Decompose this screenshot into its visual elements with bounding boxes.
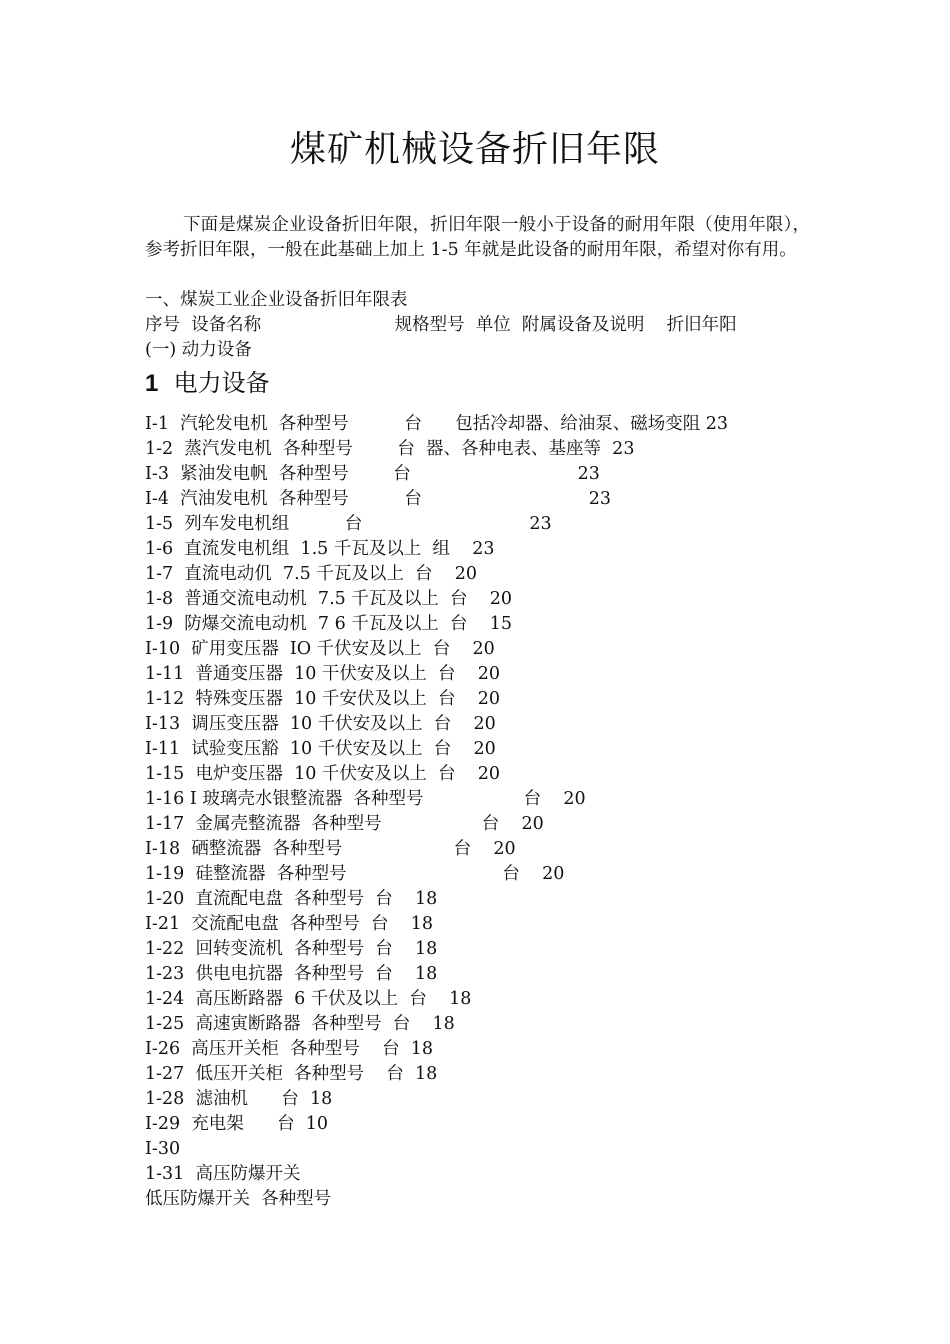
- table-row: I-13 调压变压器 10 千伏安及以上 台 20: [145, 714, 496, 734]
- table-row: I-11 试验变压豁 10 千伏安及以上 台 20: [145, 739, 496, 759]
- table-row: 1-12 特殊变压器 10 千安伏及以上 台 20: [145, 689, 501, 709]
- table-row: 1-16 I 玻璃壳水银整流器 各种型号 台 20: [145, 789, 586, 809]
- table-row: I-1 汽轮发电机 各种型号 台 包括冷却器、给油泵、磁场变阻 23: [145, 414, 729, 434]
- table-row: 1-28 滤油机 台 18: [145, 1089, 333, 1109]
- table-row: I-26 高压开关柜 各种型号 台 18: [145, 1039, 433, 1059]
- section-heading: [145, 367, 270, 400]
- table-row: 1-27 低压开关柜 各种型号 台 18: [145, 1064, 438, 1084]
- intro-paragraph: 下面是煤炭企业设备折旧年限，折旧年限一般小于设备的耐用年限（使用年限），参考折旧年限，一般在此基础上加上 1-5 年就是此设备的耐用年限，希望对你有用。: [145, 215, 810, 260]
- table-row: 1-22 回转变流机 各种型号 台 18: [145, 939, 438, 959]
- table-row: 1-5 列车发电机组 台 23: [145, 514, 552, 534]
- table-row: I-18 硒整流器 各种型号 台 20: [145, 839, 516, 859]
- table-row: 1-19 硅整流器 各种型号 台 20: [145, 864, 565, 884]
- section-number: 1: [145, 370, 159, 397]
- table-row: 1-7 直流电动仉 7.5 千瓦及以上 台 20: [145, 564, 477, 584]
- table-header: 序号 设备名称 规格型号 单位 附属设备及说明 折旧年阳: [145, 315, 737, 335]
- table-row: 1-25 高速寅断路器 各种型号 台 18: [145, 1014, 455, 1034]
- table-row: I-30: [145, 1139, 181, 1159]
- table-row: 1-11 普通变压器 10 干伏安及以上 台 20: [145, 664, 501, 684]
- table-row: 1-20 直流配电盘 各种型号 台 18: [145, 889, 438, 909]
- table-row: 1-9 防爆交流电动机 7 6 千瓦及以上 台 15: [145, 614, 512, 634]
- table-title: 一、煤炭工业企业设备折旧年限表: [145, 290, 408, 310]
- section-title: 电力设备: [173, 369, 270, 397]
- table-row: 1-6 直流发电机组 1.5 千瓦及以上 组 23: [145, 539, 495, 559]
- table-row: I-21 交流配电盘 各种型号 台 18: [145, 914, 433, 934]
- table-row: 1-2 蒸汽发电机 各种型号 台 器、各种电表、基座等 23: [145, 439, 635, 459]
- table-row: 1-24 高压断路器 6 千伏及以上 台 18: [145, 989, 472, 1009]
- table-row: I-3 紧油发电帆 各种型号 台 23: [145, 464, 600, 484]
- table-row: 1-15 电炉变压器 10 千伏安及以上 台 20: [145, 764, 501, 784]
- table-row: 1-8 普通交流电动机 7.5 千瓦及以上 台 20: [145, 589, 512, 609]
- table-row: I-29 充电架 台 10: [145, 1114, 328, 1134]
- table-row: I-10 矿用变压器 IO 千伏安及以上 台 20: [145, 639, 495, 659]
- table-row: 低压防爆开关 各种型号: [145, 1189, 332, 1209]
- category-heading: (一) 动力设备: [145, 340, 252, 360]
- table-row: 1-23 供电电抗器 各种型号 台 18: [145, 964, 438, 984]
- table-row: I-4 汽油发电机 各种型号 台 23: [145, 489, 611, 509]
- document-title: 煤矿机械设备折旧年限: [289, 129, 660, 170]
- table-row: 1-17 金属壳整流器 各种型号 台 20: [145, 814, 544, 834]
- table-row: 1-31 高压防爆开关: [145, 1164, 301, 1184]
